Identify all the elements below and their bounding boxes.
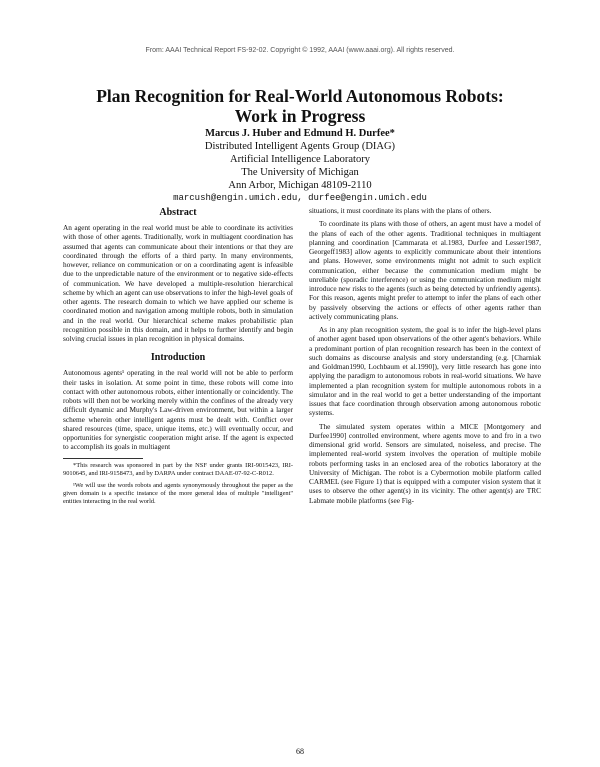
author-block bbox=[60, 127, 540, 205]
right-paragraph-1: To coordinate its plans with those of others, an agent must have a model of the plans of each of the other agents. Traditional techniques in multiagent planning and coordination [Cammarata et al.1983, Durfee and Lesser1987, Georgeff1983] allow agents to explicitly communicate about their intentions and plans. However, some environments might not admit to such explicit communication, either because the communication medium might be unreliable (sporadic interference) or using the communication medium might introduce new risks to the agents (such as being detected by unfriendly agents). For this reason, agents might prefer to attempt to infer the plans of each other by passively observing the actions or effects of other agents rather than actively communicating plans. bbox=[309, 219, 541, 321]
author-group: Distributed Intelligent Agents Group (DIAG) bbox=[204, 141, 396, 152]
right-paragraph-2: As in any plan recognition system, the goal is to infer the high-level plans of another agent based upon observations of the other agent's behaviors. While a predominant portion of plan recognition research has been in the context of such domains as discourse analysis and story understanding (e.g. [Charniak and Goldman1990, Lochbaum et al.1990]), very little research has gone into applying the paradigm to autonomous robots in real-world situations. We have implemented a plan recognition system for multiple autonomous robots in a simulator and in the real world to get a better understanding of the important issues that face coordination through observation among autonomous robotic systems. bbox=[309, 325, 541, 418]
right-paragraph-3: The simulated system operates within a MICE [Montgomery and Durfee1990] controlled environment, where agents move to and fro in a two dimensional grid world. Sensors are simulated, noiseless, and precise. The implemented real-world system involves the operation of multiple mobile robots performing tasks in an enclosed area of the robotics laboratory at the University of Michigan. The robot is a Cybermotion mobile platform called CARMEL (see Figure 1) that is equipped with a computer vision system that it uses to observe the other agent(s) in its vicinity. The other agent(s) are TRC Labmate mobile platforms (see Fig- bbox=[309, 421, 541, 505]
introduction-heading: Introduction bbox=[150, 352, 206, 364]
abstract-heading: Abstract bbox=[159, 207, 197, 218]
author-names: Marcus J. Huber and Edmund H. Durfee* bbox=[205, 128, 395, 139]
introduction-paragraph-1: Autonomous agents¹ operating in the real world will not be able to perform their tasks in isolation. At some point in time, these robots will come into contact with other autonomous robots, either intentionally or coincidently. The robots will then not be working merely within the confines of the already very difficult dynamic and Murphy's Law-driven environment, but within a larger scheme wherein other intelligent agents must be dealt with. Conflict over shared resources (time, space, unique items, etc.) will eventually occur, and opportunities for synergistic cooperation might arise. If the agent is expected to accomplish its goals in multiagent bbox=[63, 368, 293, 452]
left-column bbox=[63, 206, 293, 510]
abstract-text: An agent operating in the real world must be able to coordinate its activities with those of other agents. Traditionally, work in multiagent coordination has assumed that agents can communicate about their intentions or that they are coordinated through the efforts of a third party. In many environments, however, reliance on communication or on a coordinating agent is infeasible due to the unpredictable nature of the environment or to negative side-effects of communication. We have developed a multiple-resolution hierarchical scheme by which an agent can use observations to infer the high-level goals of other agents. The research domain to which we have applied our scheme is coordinated motion and navigation among multiple robots, both in simulation and in the real world. Our hierarchical scheme makes probabilistic plan recognition possible in this domain, and it helps to further identify and begin solving crucial issues in plan recognition in physical domains. bbox=[63, 223, 293, 343]
right-column bbox=[309, 206, 541, 509]
author-university: The University of Michigan bbox=[241, 167, 359, 178]
paper-title bbox=[40, 86, 560, 126]
author-lab: Artificial Intelligence Laboratory bbox=[230, 154, 370, 165]
footnote-divider bbox=[63, 458, 143, 459]
footnote-terminology: ¹We will use the words robots and agents synonymously throughout the paper as the given domain is a specific instance of the more general idea of multiple "intelligent" entities interacting in the real world. bbox=[63, 481, 293, 505]
footnote-sponsor: *This research was sponsored in part by the NSF under grants IRI-9015423, IRI-9010645, and IRI-9158473, and by DARPA under contract DAAE-07-92-C-R012. bbox=[63, 461, 293, 477]
title-line-2: Work in Progress bbox=[234, 106, 366, 126]
page-number: 68 bbox=[296, 747, 304, 756]
copyright-notice: From: AAAI Technical Report FS-92-02. Copyright © 1992, AAAI (www.aaai.org). All rights reserved. bbox=[145, 47, 455, 54]
author-emails: marcush@engin.umich.edu, durfee@engin.umich.edu bbox=[173, 193, 427, 203]
title-line-1: Plan Recognition for Real-World Autonomous Robots: bbox=[96, 86, 504, 106]
author-city: Ann Arbor, Michigan 48109-2110 bbox=[228, 180, 372, 191]
right-paragraph-0: situations, it must coordinate its plans with the plans of others. bbox=[309, 206, 492, 215]
